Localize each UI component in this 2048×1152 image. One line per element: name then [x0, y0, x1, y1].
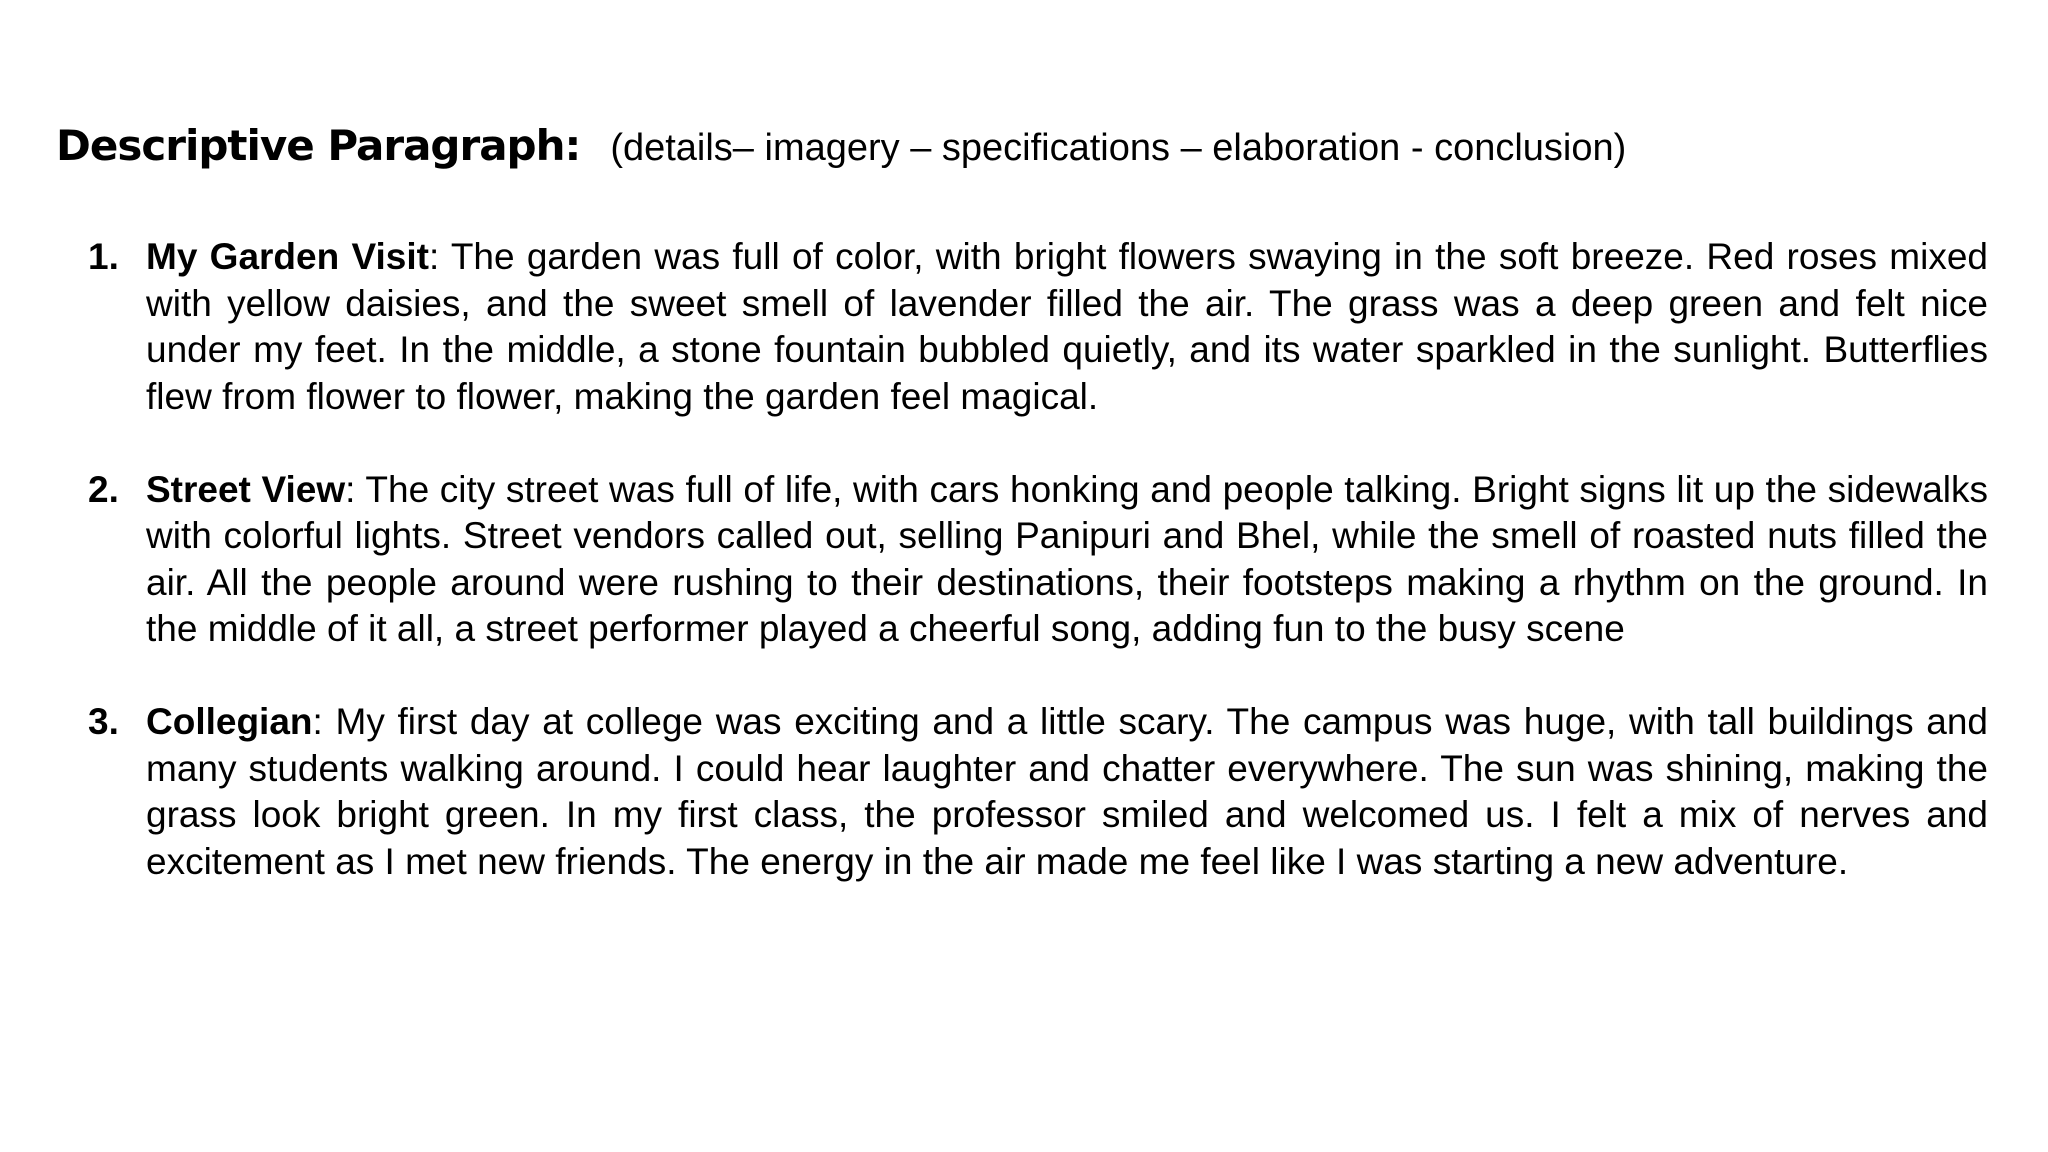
item-text: : The city street was full of life, with cars honking and people talking. Bright signs lit up the sidewalks with colorful lights. Street vendors called out, selling Panipuri and Bhel, while the smell of roasted nuts filled the air. All the people around were rushing to their destinations, their footsteps making a rhythm on the ground. In the middle of it all, a street performer played a cheerful song, adding fun to the busy scene [146, 468, 1988, 649]
item-number: 2. [88, 468, 119, 510]
heading-title: Descriptive Paragraph: [56, 121, 581, 170]
item-title: Collegian [146, 701, 313, 742]
item-title: Street View [146, 468, 346, 510]
list-item [88, 467, 1988, 653]
item-number: 3. [88, 701, 119, 742]
heading [56, 118, 1626, 184]
paragraph-list [88, 234, 1988, 932]
item-text: : My first day at college was exciting and a little scary. The campus was huge, with tall buildings and many students walking around. I could hear laughter and chatter everywhere. The sun was shining, making the grass look bright green. In my first class, the professor smiled and welcomed us. I felt a mix of nerves and excitement as I met new friends. The energy in the air made me feel like I was starting a new adventure. [146, 701, 1988, 882]
heading-subtitle: (details– imagery – specifications – elaboration - conclusion) [610, 127, 1627, 169]
item-title: My Garden Visit [146, 236, 429, 277]
item-text: : The garden was full of color, with bright flowers swaying in the soft breeze. Red roses mixed with yellow daisies, and the sweet smell of lavender filled the air. The grass was a deep green and felt nice under my feet. In the middle, a stone fountain bubbled quietly, and its water sparkled in the sunlight. Butterflies flew from flower to flower, making the garden feel magical. [146, 236, 1988, 417]
list-item [88, 699, 1988, 885]
list-item [88, 234, 1988, 420]
item-number: 1. [88, 236, 119, 277]
